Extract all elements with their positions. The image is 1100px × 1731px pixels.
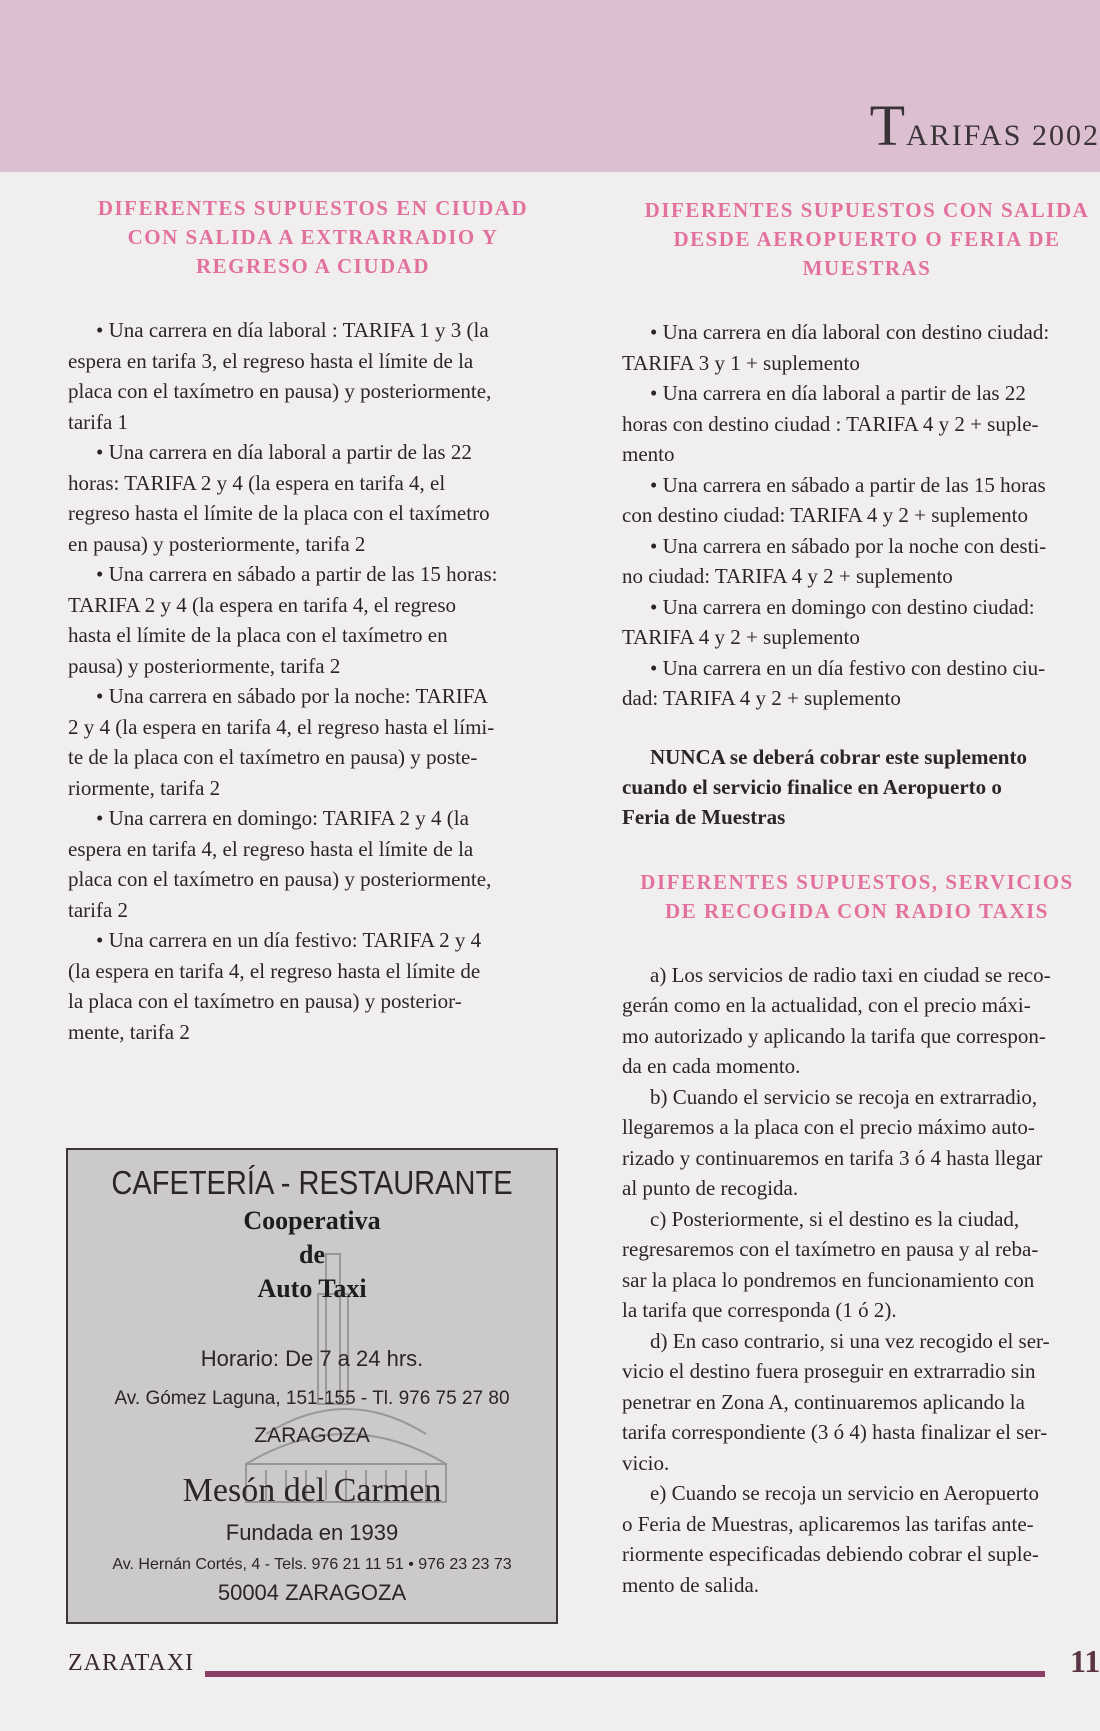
text-line: tarifa correspondiente (3 ó 4) hasta finalizar el ser- xyxy=(622,1420,1048,1444)
text-line: (la espera en tarifa 4, el regreso hasta el límite de xyxy=(68,958,481,983)
text-line: b) Cuando el servicio se recoja en extrarradio, xyxy=(650,1084,1038,1109)
title-rest: ARIFAS 2002 xyxy=(906,119,1100,152)
restaurant-advertisement xyxy=(66,1148,558,1624)
text-line: TARIFA 2 y 4 (la espera en tarifa 4, el regreso xyxy=(68,592,457,617)
text-line: regresaremos con el taxímetro en pausa y al reba- xyxy=(622,1237,1039,1261)
text-line: llegaremos a la placa con el precio máximo auto- xyxy=(622,1115,1035,1139)
heading-line: DIFERENTES SUPUESTOS EN CIUDAD xyxy=(97,196,529,220)
text-line: da en cada momento. xyxy=(622,1054,801,1078)
text-line: • Una carrera en día laboral : TARIFA 1 y 3 (la xyxy=(96,318,489,342)
text-line: mento de salida. xyxy=(622,1572,760,1597)
text-line: riormente especificadas debiendo cobrar el suple- xyxy=(622,1542,1039,1566)
text-line: 2 y 4 (la espera en tarifa 4, el regreso hasta el lími- xyxy=(68,714,495,739)
radio-taxi-body xyxy=(622,960,1100,1601)
text-line: a) Los servicios de radio taxi en ciudad se reco- xyxy=(650,962,1051,987)
ad-city-1: ZARAGOZA xyxy=(254,1424,370,1447)
notice-line: cuando el servicio finalice en Aeropuerto o xyxy=(622,774,1002,799)
notice-line: NUNCA se deberá cobrar este suplemento xyxy=(650,744,1027,769)
text-line: • Una carrera en domingo con destino ciudad: xyxy=(650,594,1035,619)
text-line: • Una carrera en día laboral con destino ciudad: xyxy=(650,320,1050,344)
ad-line-cooperativa: Cooperativa xyxy=(243,1206,381,1235)
text-line: • Una carrera en día laboral a partir de las 22 xyxy=(650,381,1026,405)
text-line: • Una carrera en sábado por la noche con desti- xyxy=(650,533,1047,558)
text-line: • Una carrera en domingo: TARIFA 2 y 4 (la xyxy=(96,806,469,830)
ad-city-2: 50004 ZARAGOZA xyxy=(217,1580,407,1605)
departures-body xyxy=(622,317,1100,714)
text-line: mento xyxy=(622,442,675,466)
text-line: no ciudad: TARIFA 4 y 2 + suplemento xyxy=(622,564,953,588)
text-line: espera en tarifa 3, el regreso hasta el límite de la xyxy=(68,348,474,373)
right-column xyxy=(622,196,1100,1600)
text-line: placa con el taxímetro en pausa) y posteriormente, xyxy=(68,379,492,403)
text-line: • Una carrera en día laboral a partir de las 22 xyxy=(96,440,472,464)
text-line: horas con destino ciudad : TARIFA 4 y 2 + suple- xyxy=(622,411,1039,436)
text-line: con destino ciudad: TARIFA 4 y 2 + suplemento xyxy=(622,503,1029,527)
ad-address-1: Av. Gómez Laguna, 151-155 - Tl. 976 75 27 80 xyxy=(114,1388,510,1409)
text-line: o Feria de Muestras, aplicaremos las tarifas ante- xyxy=(622,1511,1034,1536)
text-line: penetrar en Zona A, continuaremos aplicando la xyxy=(622,1389,1025,1414)
text-line: placa con el taxímetro en pausa) y posteriormente, xyxy=(68,867,492,891)
heading-line: CON SALIDA A EXTRARRADIO Y xyxy=(127,225,499,249)
text-line: d) En caso contrario, si una vez recogido el ser- xyxy=(650,1328,1050,1353)
ad-hours: Horario: De 7 a 24 hrs. xyxy=(200,1346,424,1371)
text-line: riormente, tarifa 2 xyxy=(68,775,221,800)
text-line: • Una carrera en un día festivo con destino ciu- xyxy=(650,655,1046,680)
text-line: dad: TARIFA 4 y 2 + suplemento xyxy=(622,686,901,710)
text-line: • Una carrera en sábado a partir de las 15 horas xyxy=(650,472,1046,497)
right-heading-radio-taxi xyxy=(622,868,1092,926)
text-line: te de la placa con el taxímetro en pausa) y poste- xyxy=(68,745,478,769)
text-line: • Una carrera en sábado a partir de las 15 horas: xyxy=(96,562,498,586)
heading-line: REGRESO A CIUDAD xyxy=(195,254,431,278)
text-line: TARIFA 4 y 2 + suplemento xyxy=(622,625,860,649)
text-line: pausa) y posteriormente, tarifa 2 xyxy=(68,653,341,678)
ad-founded: Fundada en 1939 xyxy=(225,1520,399,1545)
notice-line: Feria de Muestras xyxy=(622,804,786,829)
text-line: • Una carrera en sábado por la noche: TARIFA xyxy=(96,684,489,708)
text-line: gerán como en la actualidad, con el precio máxi- xyxy=(622,993,1031,1017)
page-title xyxy=(870,92,1100,159)
footer-rule xyxy=(205,1671,1045,1677)
text-line: mente, tarifa 2 xyxy=(68,1019,190,1044)
left-body xyxy=(68,315,558,1047)
left-heading xyxy=(68,194,558,281)
text-line: tarifa 1 xyxy=(68,409,129,434)
heading-line: DIFERENTES SUPUESTOS, SERVICIOS xyxy=(640,869,1074,894)
text-line: hasta el límite de la placa con el taxímetro en xyxy=(68,623,448,647)
text-line: e) Cuando se recoja un servicio en Aeropuerto xyxy=(650,1481,1039,1505)
text-line: rizado y continuaremos en tarifa 3 ó 4 hasta llegar xyxy=(622,1145,1043,1170)
text-line: • Una carrera en un día festivo: TARIFA 2 y 4 xyxy=(96,928,482,952)
footer-brand: ZARATAXI xyxy=(68,1650,195,1676)
right-heading-departures xyxy=(622,196,1100,283)
text-line: mo autorizado y aplicando la tarifa que correspon- xyxy=(622,1023,1046,1048)
heading-line: DIFERENTES SUPUESTOS CON SALIDA xyxy=(644,198,1090,222)
text-line: en pausa) y posteriormente, tarifa 2 xyxy=(68,531,366,556)
title-initial: T xyxy=(869,93,907,158)
text-line: vicio. xyxy=(622,1450,670,1475)
heading-line: MUESTRAS xyxy=(802,256,932,280)
text-line: la tarifa que corresponda (1 ó 2). xyxy=(622,1298,897,1322)
ad-title: CAFETERÍA - RESTAURANTE xyxy=(111,1164,513,1201)
text-line: espera en tarifa 4, el regreso hasta el límite de la xyxy=(68,836,474,861)
text-line: sar la placa lo pondremos en funcionamiento con xyxy=(622,1267,1035,1292)
left-column xyxy=(68,194,558,1047)
page-number: 11 xyxy=(1070,1643,1100,1679)
heading-line: DESDE AEROPUERTO O FERIA DE xyxy=(673,227,1061,251)
ad-meson-name: Mesón del Carmen xyxy=(182,1472,442,1509)
heading-line: DE RECOGIDA CON RADIO TAXIS xyxy=(665,898,1049,923)
ad-address-2: Av. Hernán Cortés, 4 - Tels. 976 21 11 51 • 976 23 23 73 xyxy=(112,1556,512,1573)
text-line: TARIFA 3 y 1 + suplemento xyxy=(622,350,860,375)
text-line: tarifa 2 xyxy=(68,897,129,922)
text-line: regreso hasta el límite de la placa con el taxímetro xyxy=(68,501,490,525)
text-line: al punto de recogida. xyxy=(622,1176,799,1200)
ad-line-auto-taxi: Auto Taxi xyxy=(257,1274,367,1303)
text-line: horas: TARIFA 2 y 4 (la espera en tarifa 4, el xyxy=(68,470,446,495)
text-line: vicio el destino fuera proseguir en extrarradio sin xyxy=(622,1359,1036,1383)
ad-line-de: de xyxy=(299,1240,325,1269)
text-line: c) Posteriormente, si el destino es la ciudad, xyxy=(650,1206,1020,1231)
surcharge-notice xyxy=(622,742,1100,832)
text-line: la placa con el taxímetro en pausa) y posterior- xyxy=(68,989,462,1013)
